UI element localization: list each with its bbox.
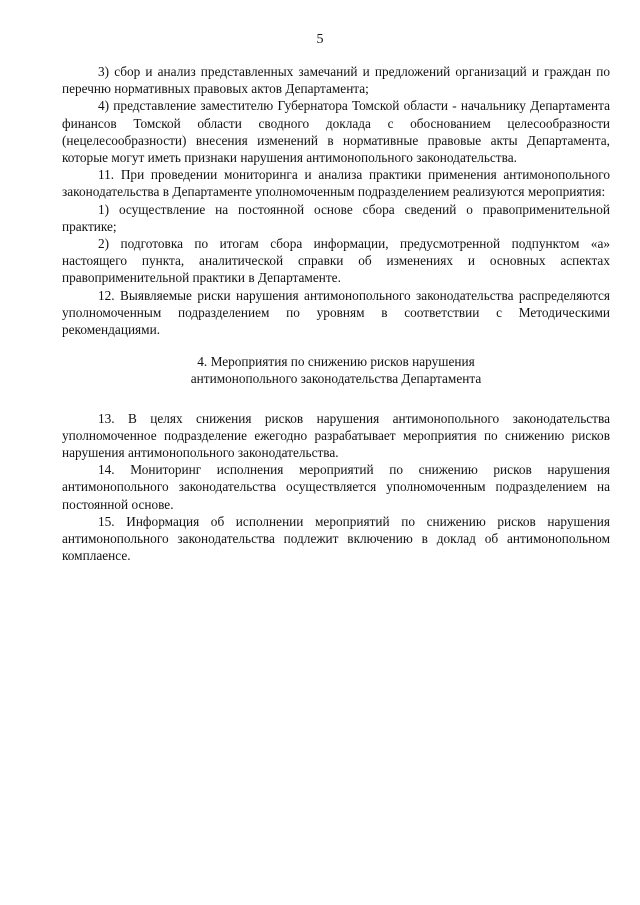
paragraph-clause-12: 12. Выявляемые риски нарушения антимонопольного законодательства распределяются уполномоченным подразделением по уровням в соответствии с Методическими рекомендациями. (62, 287, 610, 338)
page-number: 5 (316, 32, 324, 47)
paragraph-clause-14: 14. Мониторинг исполнения мероприятий по снижению рисков нарушения антимонопольного законодательства осуществляется уполномоченным подразделением на постоянной основе. (62, 462, 610, 512)
paragraph-clause-15: 15. Информация об исполнении мероприятий по снижению рисков нарушения антимонопольного законодательства подлежит включению в доклад об антимонопольном комплаенсе. (62, 513, 610, 564)
section-heading (62, 353, 610, 387)
section-heading-line-1: 4. Мероприятия по снижению рисков нарушения (197, 354, 475, 370)
paragraph-clause-11-item-2: 2) подготовка по итогам сбора информации, предусмотренной подпунктом «а» настоящего пункта, аналитической справки об изменениях и основных аспектах правоприменительной практики в Департаменте. (62, 236, 610, 286)
document-body (62, 63, 610, 564)
section-heading-line-2: антимонопольного законодательства Департамента (190, 371, 482, 387)
paragraph-item-3: 3) сбор и анализ представленных замечаний и предложений организаций и граждан по перечню нормативных правовых актов Департамента; (62, 64, 610, 97)
paragraph-clause-11-item-1: 1) осуществление на постоянной основе сбора сведений о правоприменительной практике; (62, 201, 610, 234)
paragraph-clause-11: 11. При проведении мониторинга и анализа практики применения антимонопольного законодательства в Департаменте уполномоченным подразделением реализуются мероприятия: (62, 167, 610, 200)
paragraph-clause-13: 13. В целях снижения рисков нарушения антимонопольного законодательства уполномоченное подразделение ежегодно разрабатывает мероприятия по снижению рисков нарушения антимонопольного законодательства. (62, 410, 610, 461)
heading-spacer (62, 388, 610, 410)
paragraph-item-4: 4) представление заместителю Губернатора Томской области - начальнику Департамента финансов Томской области сводного доклада с обоснованием целесообразности (нецелесообразности) внесения изменений в нормативные правовые акты Департамента, которые могут иметь признаки нарушения антимонопольного законодательства. (62, 98, 610, 166)
